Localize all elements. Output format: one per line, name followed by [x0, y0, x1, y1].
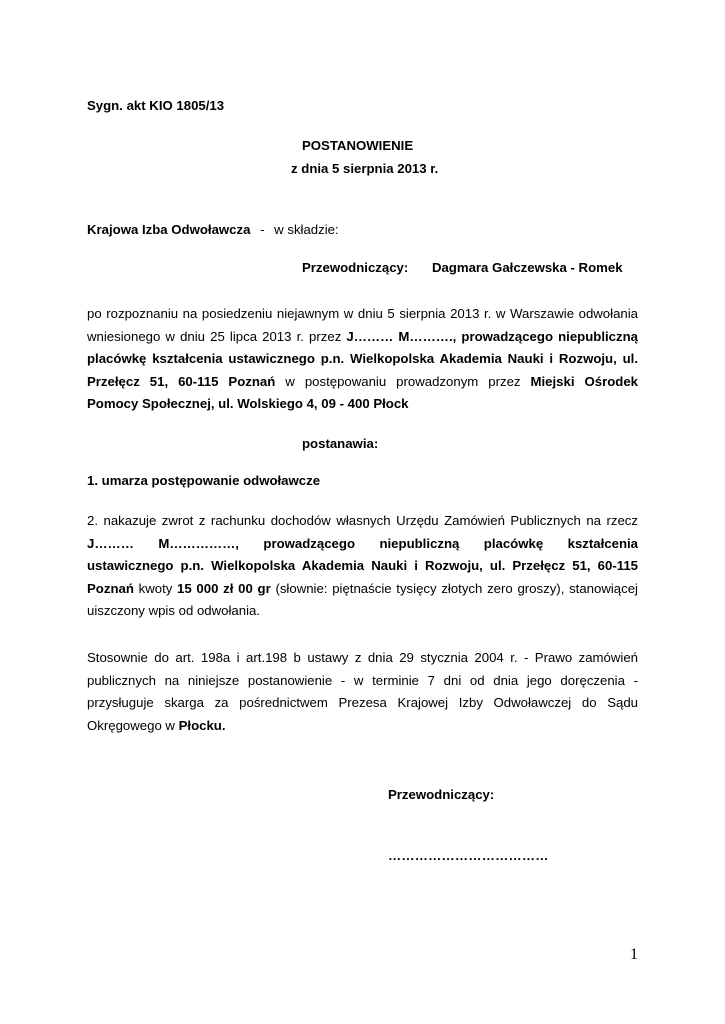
- decision-point-1: [87, 473, 320, 488]
- instruction-line-3: przysługuje skarga za pośrednictwem Prezesa Krajowej Izby Odwoławczej do Sądu: [87, 695, 638, 710]
- date-text: z dnia 5 sierpnia 2013 r.: [291, 161, 439, 176]
- intro-line-3: placówkę kształcenia ustawicznego p.n. Wielkopolska Akademia Nauki i Rozwoju, ul.: [87, 351, 638, 366]
- intro-line-5: Pomocy Społecznej, ul. Wolskiego 4, 09 - 400 Płock: [87, 396, 409, 411]
- signature-line: [388, 848, 549, 863]
- decision-point-2: [87, 510, 638, 623]
- case-reference-text: Sygn. akt KIO 1805/13: [87, 98, 225, 113]
- point-2-line-2: J……… M……………, prowadzącego niepubliczną placówkę kształcenia: [87, 535, 638, 551]
- composition-label: w składzie:: [274, 222, 339, 237]
- chamber-name: Krajowa Izba Odwoławcza: [87, 222, 251, 237]
- page-number: 1: [630, 946, 638, 963]
- chairperson-line: [302, 260, 623, 275]
- signature-label-text: Przewodniczący:: [388, 787, 495, 802]
- point-2-line-3: ustawicznego p.n. Wielkopolska Akademia Nauki i Rozwoju, ul. Przełęcz 51, 60-115: [87, 558, 638, 573]
- chair-name: Dagmara Gałczewska - Romek: [431, 260, 623, 275]
- point-1-text: 1. umarza postępowanie odwoławcze: [87, 473, 321, 488]
- intro-paragraph: [87, 303, 638, 416]
- instruction-line-4: Okręgowego w Płocku.: [87, 717, 226, 733]
- document-date: [291, 161, 438, 176]
- document-heading: [302, 138, 413, 153]
- point-2-line-5: uiszczony wpis od odwołania.: [87, 603, 260, 618]
- chair-label: Przewodniczący:: [302, 260, 409, 275]
- point-2-line-1: 2. nakazuje zwrot z rachunku dochodów własnych Urzędu Zamówień Publicznych na rzecz: [87, 513, 638, 528]
- heading-text: POSTANOWIENIE: [302, 138, 414, 153]
- signature-label: [388, 787, 494, 802]
- appeal-instruction: [87, 647, 638, 737]
- point-2-line-4: Poznań kwoty 15 000 zł 00 gr (słownie: piętnaście tysięcy złotych zero groszy), stanowiącej: [87, 580, 638, 596]
- composition-line: [87, 222, 339, 237]
- composition-separator: -: [260, 222, 265, 237]
- signature-dots: ………………………………: [388, 848, 549, 863]
- decides-text: postanawia:: [302, 436, 379, 451]
- intro-line-4: Przełęcz 51, 60-115 Poznań w postępowaniu prowadzonym przez Miejski Ośrodek: [87, 373, 638, 389]
- instruction-line-2: publicznych na niniejsze postanowienie - w terminie 7 dni od dnia jego doręczenia -: [87, 672, 638, 688]
- decides-label: [302, 436, 378, 451]
- intro-line-2: wniesionego w dniu 25 lipca 2013 r. przez J……… M………., prowadzącego niepubliczną: [87, 328, 638, 344]
- intro-line-1: po rozpoznaniu na posiedzeniu niejawnym w dniu 5 sierpnia 2013 r. w Warszawie odwołania: [87, 306, 638, 321]
- instruction-line-1: Stosownie do art. 198a i art.198 b ustawy z dnia 29 stycznia 2004 r. - Prawo zamówień: [87, 650, 638, 665]
- case-reference: [87, 98, 224, 113]
